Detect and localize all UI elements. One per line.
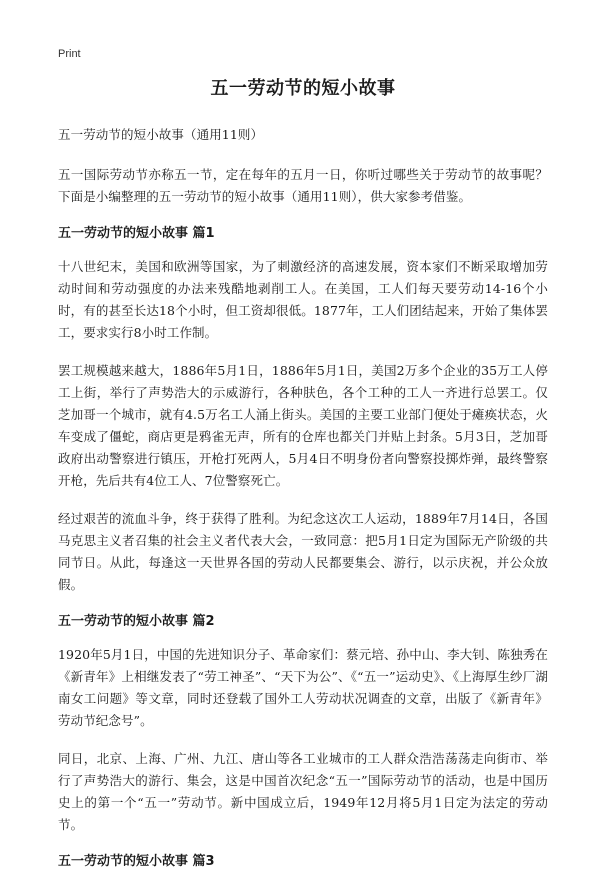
section-2-paragraph-1: 1920年5月1日，中国的先进知识分子、革命家们：蔡元培、孙中山、李大钊、陈独秀在《新青年》上相继发表了“劳工神圣”、“天下为公”、《“五一”运动史》、《上海厚生纱厂湖南女工问题》等文章，同时还登载了国外工人劳动状况调查的文章，出版了《新青年》劳动节纪念号”。 <box>58 647 548 728</box>
section-heading-1: 五一劳动节的短小故事 篇1 <box>58 226 215 241</box>
section-heading-2: 五一劳动节的短小故事 篇2 <box>58 614 215 629</box>
section-heading-3: 五一劳动节的短小故事 篇3 <box>58 854 215 869</box>
print-link[interactable]: Print <box>58 48 81 60</box>
section-1-paragraph-3: 经过艰苦的流血斗争，终于获得了胜利。为纪念这次工人运动，1889年7月14日，各国马克思主义者召集的社会主义者代表大会，一致同意：把5月1日定为国际无产阶级的共同节日。从此，每逢这一天世界各国的劳动人民都要集会、游行，以示庆祝，并公众放假。 <box>58 511 548 592</box>
document-body <box>58 76 548 884</box>
section-2-paragraph-2: 同日，北京、上海、广州、九江、唐山等各工业城市的工人群众浩浩荡荡走向街市、举行了声势浩大的游行、集会，这是中国首次纪念“五一”国际劳动节的活动，也是中国历史上的第一个“五一”劳动节。新中国成立后，1949年12月将5月1日定为法定的劳动节。 <box>58 751 548 832</box>
intro-paragraph: 五一国际劳动节亦称五一节，定在每年的五月一日，你听过哪些关于劳动节的故事呢？下面是小编整理的五一劳动节的短小故事（通用11则），供大家参考借鉴。 <box>58 167 548 204</box>
page-title: 五一劳动节的短小故事 <box>210 78 396 99</box>
section-1-paragraph-1: 十八世纪末，美国和欧洲等国家，为了刺激经济的高速发展，资本家们不断采取增加劳动时间和劳动强度的办法来残酷地剥削工人。在美国，工人们每天要劳动14-16个小时，有的甚至长达18个小时，但工资却很低。1877年，工人们团结起来，开始了集体罢工，要求实行8小时工作制。 <box>58 259 548 340</box>
document-subtitle: 五一劳动节的短小故事（通用11则） <box>58 127 264 142</box>
section-1-paragraph-2: 罢工规模越来越大，1886年5月1日，1886年5月1日，美国2万多个企业的35万工人停工上街，举行了声势浩大的示威游行，各种肤色，各个工种的工人一齐进行总罢工。仅芝加哥一个城市，就有4.5万名工人涌上街头。美国的主要工业部门便处于瘫痪状态，火车变成了僵蛇，商店更是鸦雀无声，所有的仓库也都关门并贴上封条。5月3日，芝加哥政府出动警察进行镇压，开枪打死两人，5月4日不明身份者向警察投掷炸弹，最终警察开枪，先后共有4位工人、7位警察死亡。 <box>58 363 548 488</box>
